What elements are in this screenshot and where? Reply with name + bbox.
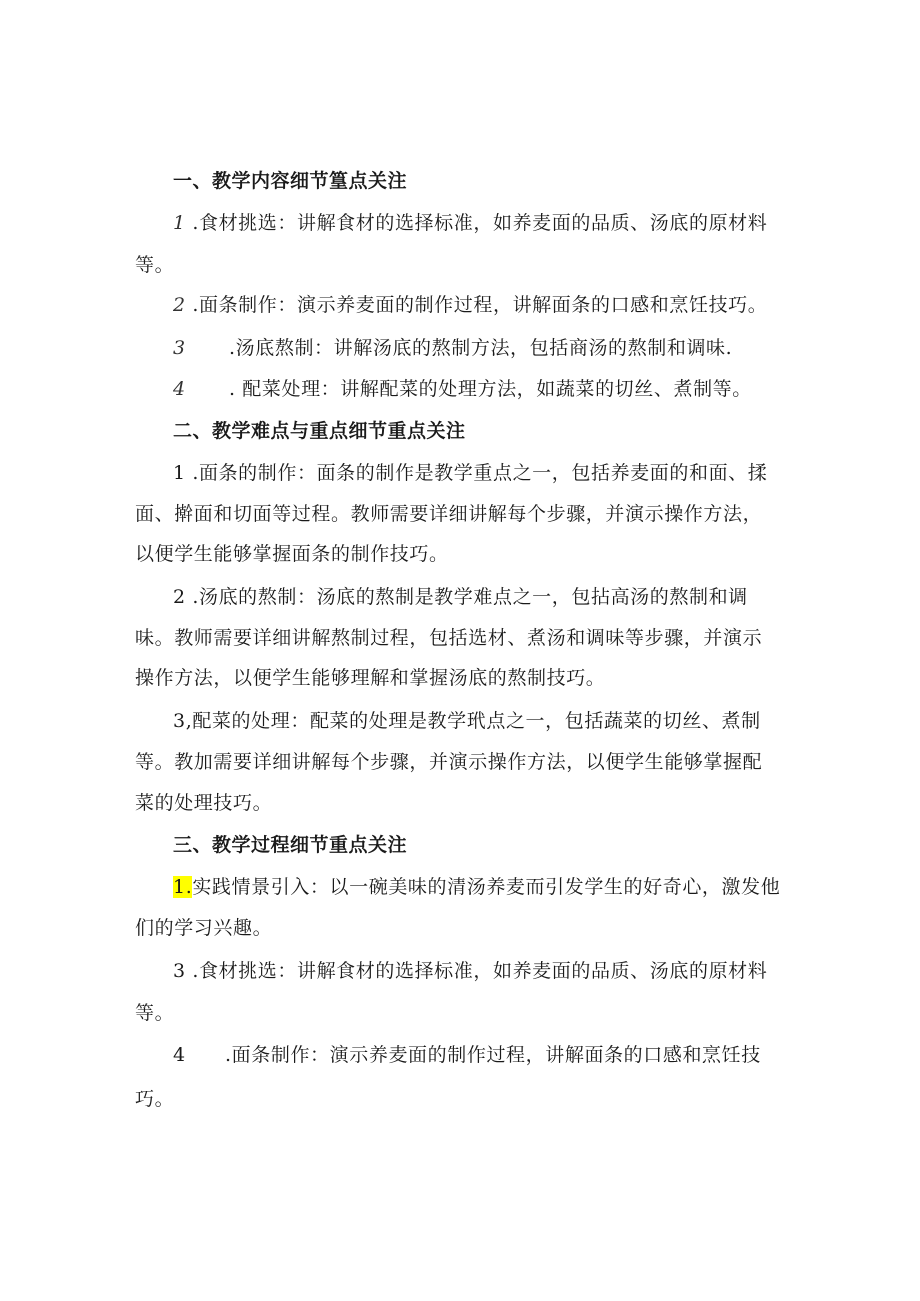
item-number: 2 xyxy=(173,294,186,316)
section-2-item-2-line-1: 2 .汤底的熬制：汤底的熬制是教学难点之一，包拈高汤的熬制和调 xyxy=(173,586,748,608)
section-3-item-3-line-1: 4 .面条制作：演示养麦面的制作过程，讲解面条的口感和烹饪技 xyxy=(173,1044,761,1066)
section-3-heading: 三、教学过程细节重点关注 xyxy=(173,834,408,856)
section-3-item-1-line-2: 们的学习兴趣。 xyxy=(135,917,273,939)
section-2-item-2-line-3: 操作方法，以便学生能够理解和掌握汤底的熬制技巧。 xyxy=(135,667,606,689)
section-1-heading: 一、教学内容细节篁点关注 xyxy=(173,170,408,192)
section-2-heading: 二、教学难点与重点细节重点关注 xyxy=(173,420,466,442)
item-number: 2 xyxy=(173,586,186,608)
section-1-item-1-line-2: 等。 xyxy=(135,254,175,276)
item-number: 1 xyxy=(173,462,186,484)
highlighted-item-number: 1. xyxy=(173,876,193,898)
section-3-item-1-line-1: 1.实践情景引入：以一碗美味的清汤养麦而引发学生的好奇心，激发他 xyxy=(173,876,781,898)
section-3-item-2-line-1: 3 .食材挑选：讲解食材的选择标准，如养麦面的品质、汤底的原材料 xyxy=(173,960,768,982)
section-2-item-1-line-3: 以便学生能够掌握面条的制作技巧。 xyxy=(135,543,449,565)
item-number: 3 xyxy=(173,960,186,982)
section-2-item-1-line-2: 面、擀面和切面等过程。教师需要详细讲解每个步骤，并演示操作方法， xyxy=(135,503,763,525)
item-number: 4 xyxy=(173,378,186,400)
section-2-item-3-line-1: 3,配菜的处理：配菜的处理是教学玳点之一，包括蔬菜的切丝、煮制 xyxy=(173,710,761,732)
section-2-item-2-line-2: 味。教师需要详细讲解熬制过程，包括选材、煮汤和调味等步骤，并演示 xyxy=(135,627,763,649)
section-2-item-3-line-2: 等。教加需要详细讲解每个步骤，并演示操作方法，以便学生能够掌握配 xyxy=(135,751,763,773)
section-3-item-2-line-2: 等。 xyxy=(135,1002,175,1024)
item-number: 1 xyxy=(173,212,186,234)
section-1-item-1-line-1: 1 .食材挑选：讲解食材的选择标准，如养麦面的品质、汤底的原材料 xyxy=(173,212,768,234)
section-1-item-4: 4 . 配菜处理：讲解配菜的处理方法，如蔬菜的切丝、煮制等。 xyxy=(173,378,752,400)
section-2-item-3-line-3: 菜的处理技巧。 xyxy=(135,792,273,814)
item-number: 3 xyxy=(173,337,186,359)
section-2-item-1-line-1: 1 .面条的制作：面条的制作是教学重点之一，包括养麦面的和面、揉 xyxy=(173,462,768,484)
section-1-item-2: 2 .面条制作：演示养麦面的制作过程，讲解面条的口感和烹饪技巧。 xyxy=(173,294,768,316)
item-number: 3 xyxy=(173,710,186,732)
item-number: 4 xyxy=(173,1044,186,1066)
section-3-item-3-line-2: 巧。 xyxy=(135,1088,175,1110)
section-1-item-3: 3 .汤底熬制：讲解汤底的熬制方法，包括商汤的熬制和调味. xyxy=(173,337,733,359)
